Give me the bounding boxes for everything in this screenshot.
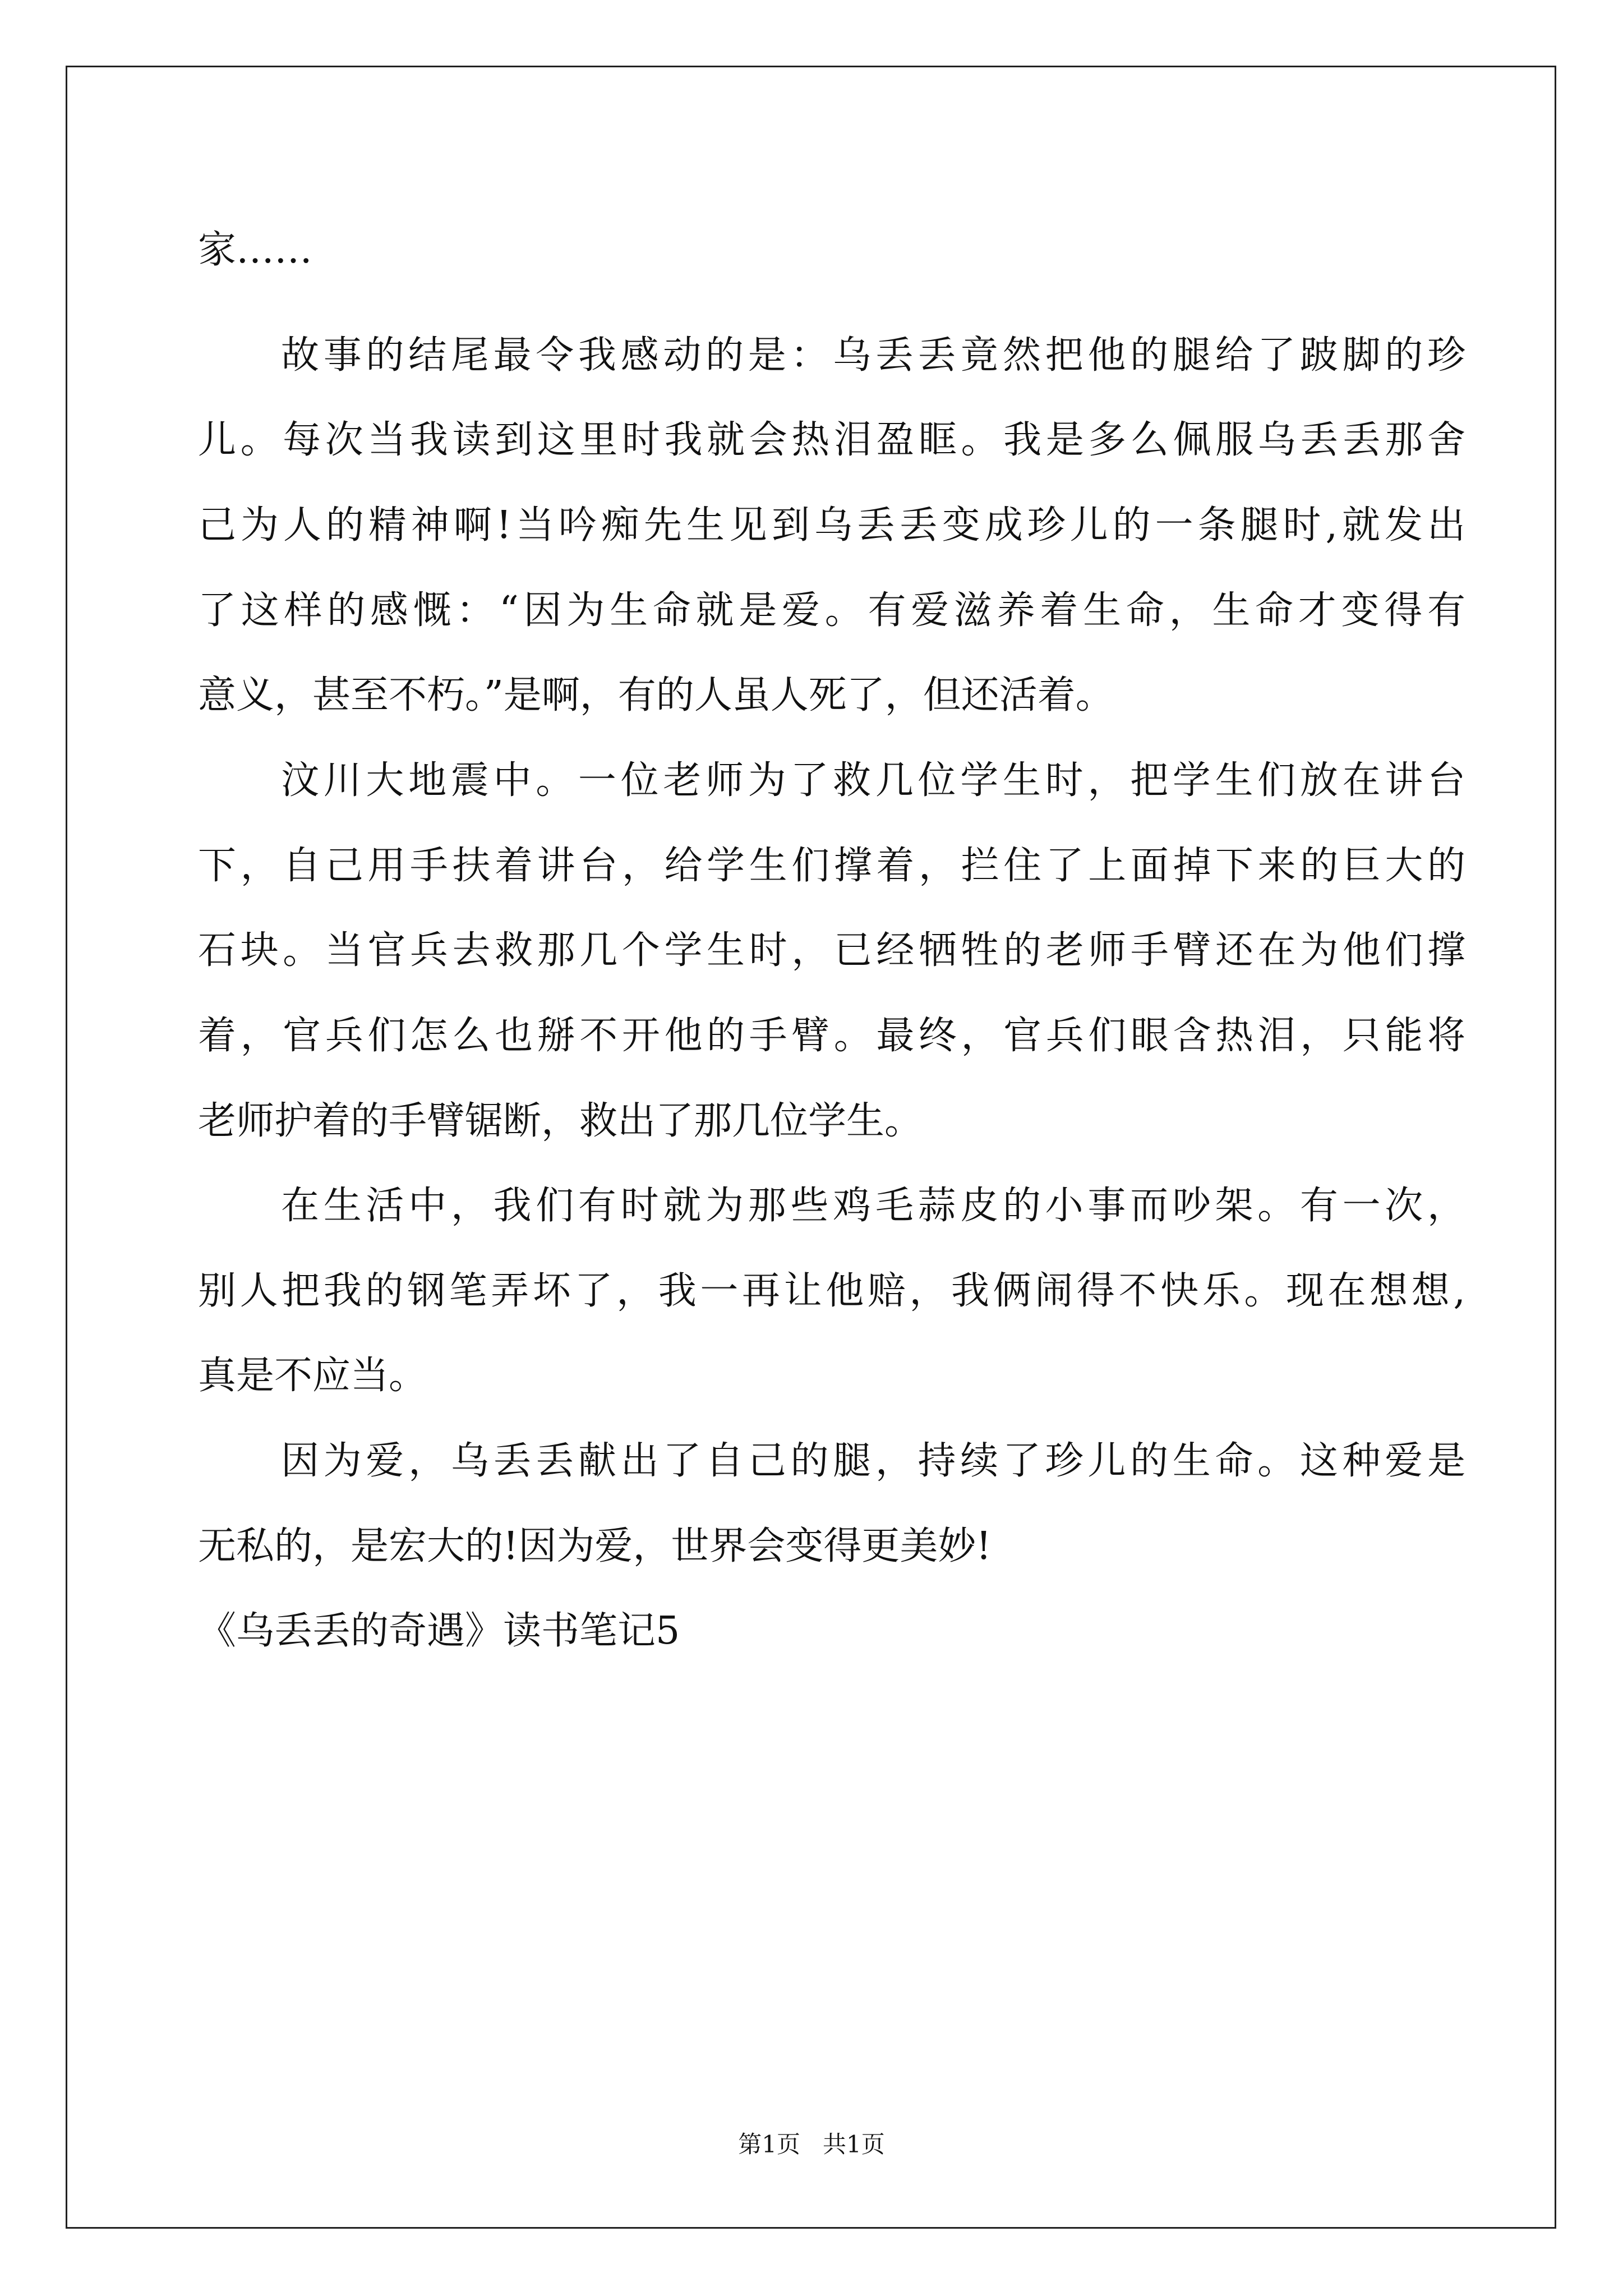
text-line: 着，官兵们怎么也掰不开他的手臂。最终，官兵们眼含热泪，只能将 [198,1014,1465,1058]
paragraph-first-line: 因为爱，乌丢丢献出了自己的腿，持续了珍儿的生命。这种爱是 [281,1439,1465,1483]
paragraph-first-line: 故事的结尾最令我感动的是：乌丢丢竟然把他的腿给了跛脚的珍 [281,333,1465,378]
text-line: 无私的，是宏大的!因为爱，世界会变得更美妙! [198,1524,992,1568]
page-border [66,66,1556,2229]
text-line: 石块。当官兵去救那几个学生时，已经牺牲的老师手臂还在为他们撑 [198,928,1465,973]
text-line: 家…… [198,228,313,272]
text-line: 儿。每次当我读到这里时我就会热泪盈眶。我是多么佩服乌丢丢那舍 [198,418,1465,462]
text-line: 下，自己用手扶着讲台，给学生们撑着，拦住了上面掉下来的巨大的 [198,844,1465,888]
paragraph-first-line: 汶川大地震中。一位老师为了救几位学生时，把学生们放在讲台 [281,758,1465,803]
text-line: 己为人的精神啊!当吟痴先生见到乌丢丢变成珍儿的一条腿时,就发出 [198,503,1465,547]
text-line: 意义，甚至不朽。”是啊，有的人虽人死了，但还活着。 [198,673,1114,717]
section-heading: 《乌丢丢的奇遇》读书笔记5 [198,1609,680,1653]
paragraph-first-line: 在生活中，我们有时就为那些鸡毛蒜皮的小事而吵架。有一次， [281,1184,1465,1228]
page-footer: 第1页 共1页 [738,2131,885,2158]
text-line: 老师护着的手臂锯断，救出了那几位学生。 [198,1099,923,1143]
text-line: 真是不应当。 [198,1354,427,1398]
text-line: 了这样的感慨：“因为生命就是爱。有爱滋养着生命，生命才变得有 [198,588,1465,633]
text-line: 别人把我的钢笔弄坏了，我一再让他赔，我俩闹得不快乐。现在想想, [198,1269,1465,1313]
